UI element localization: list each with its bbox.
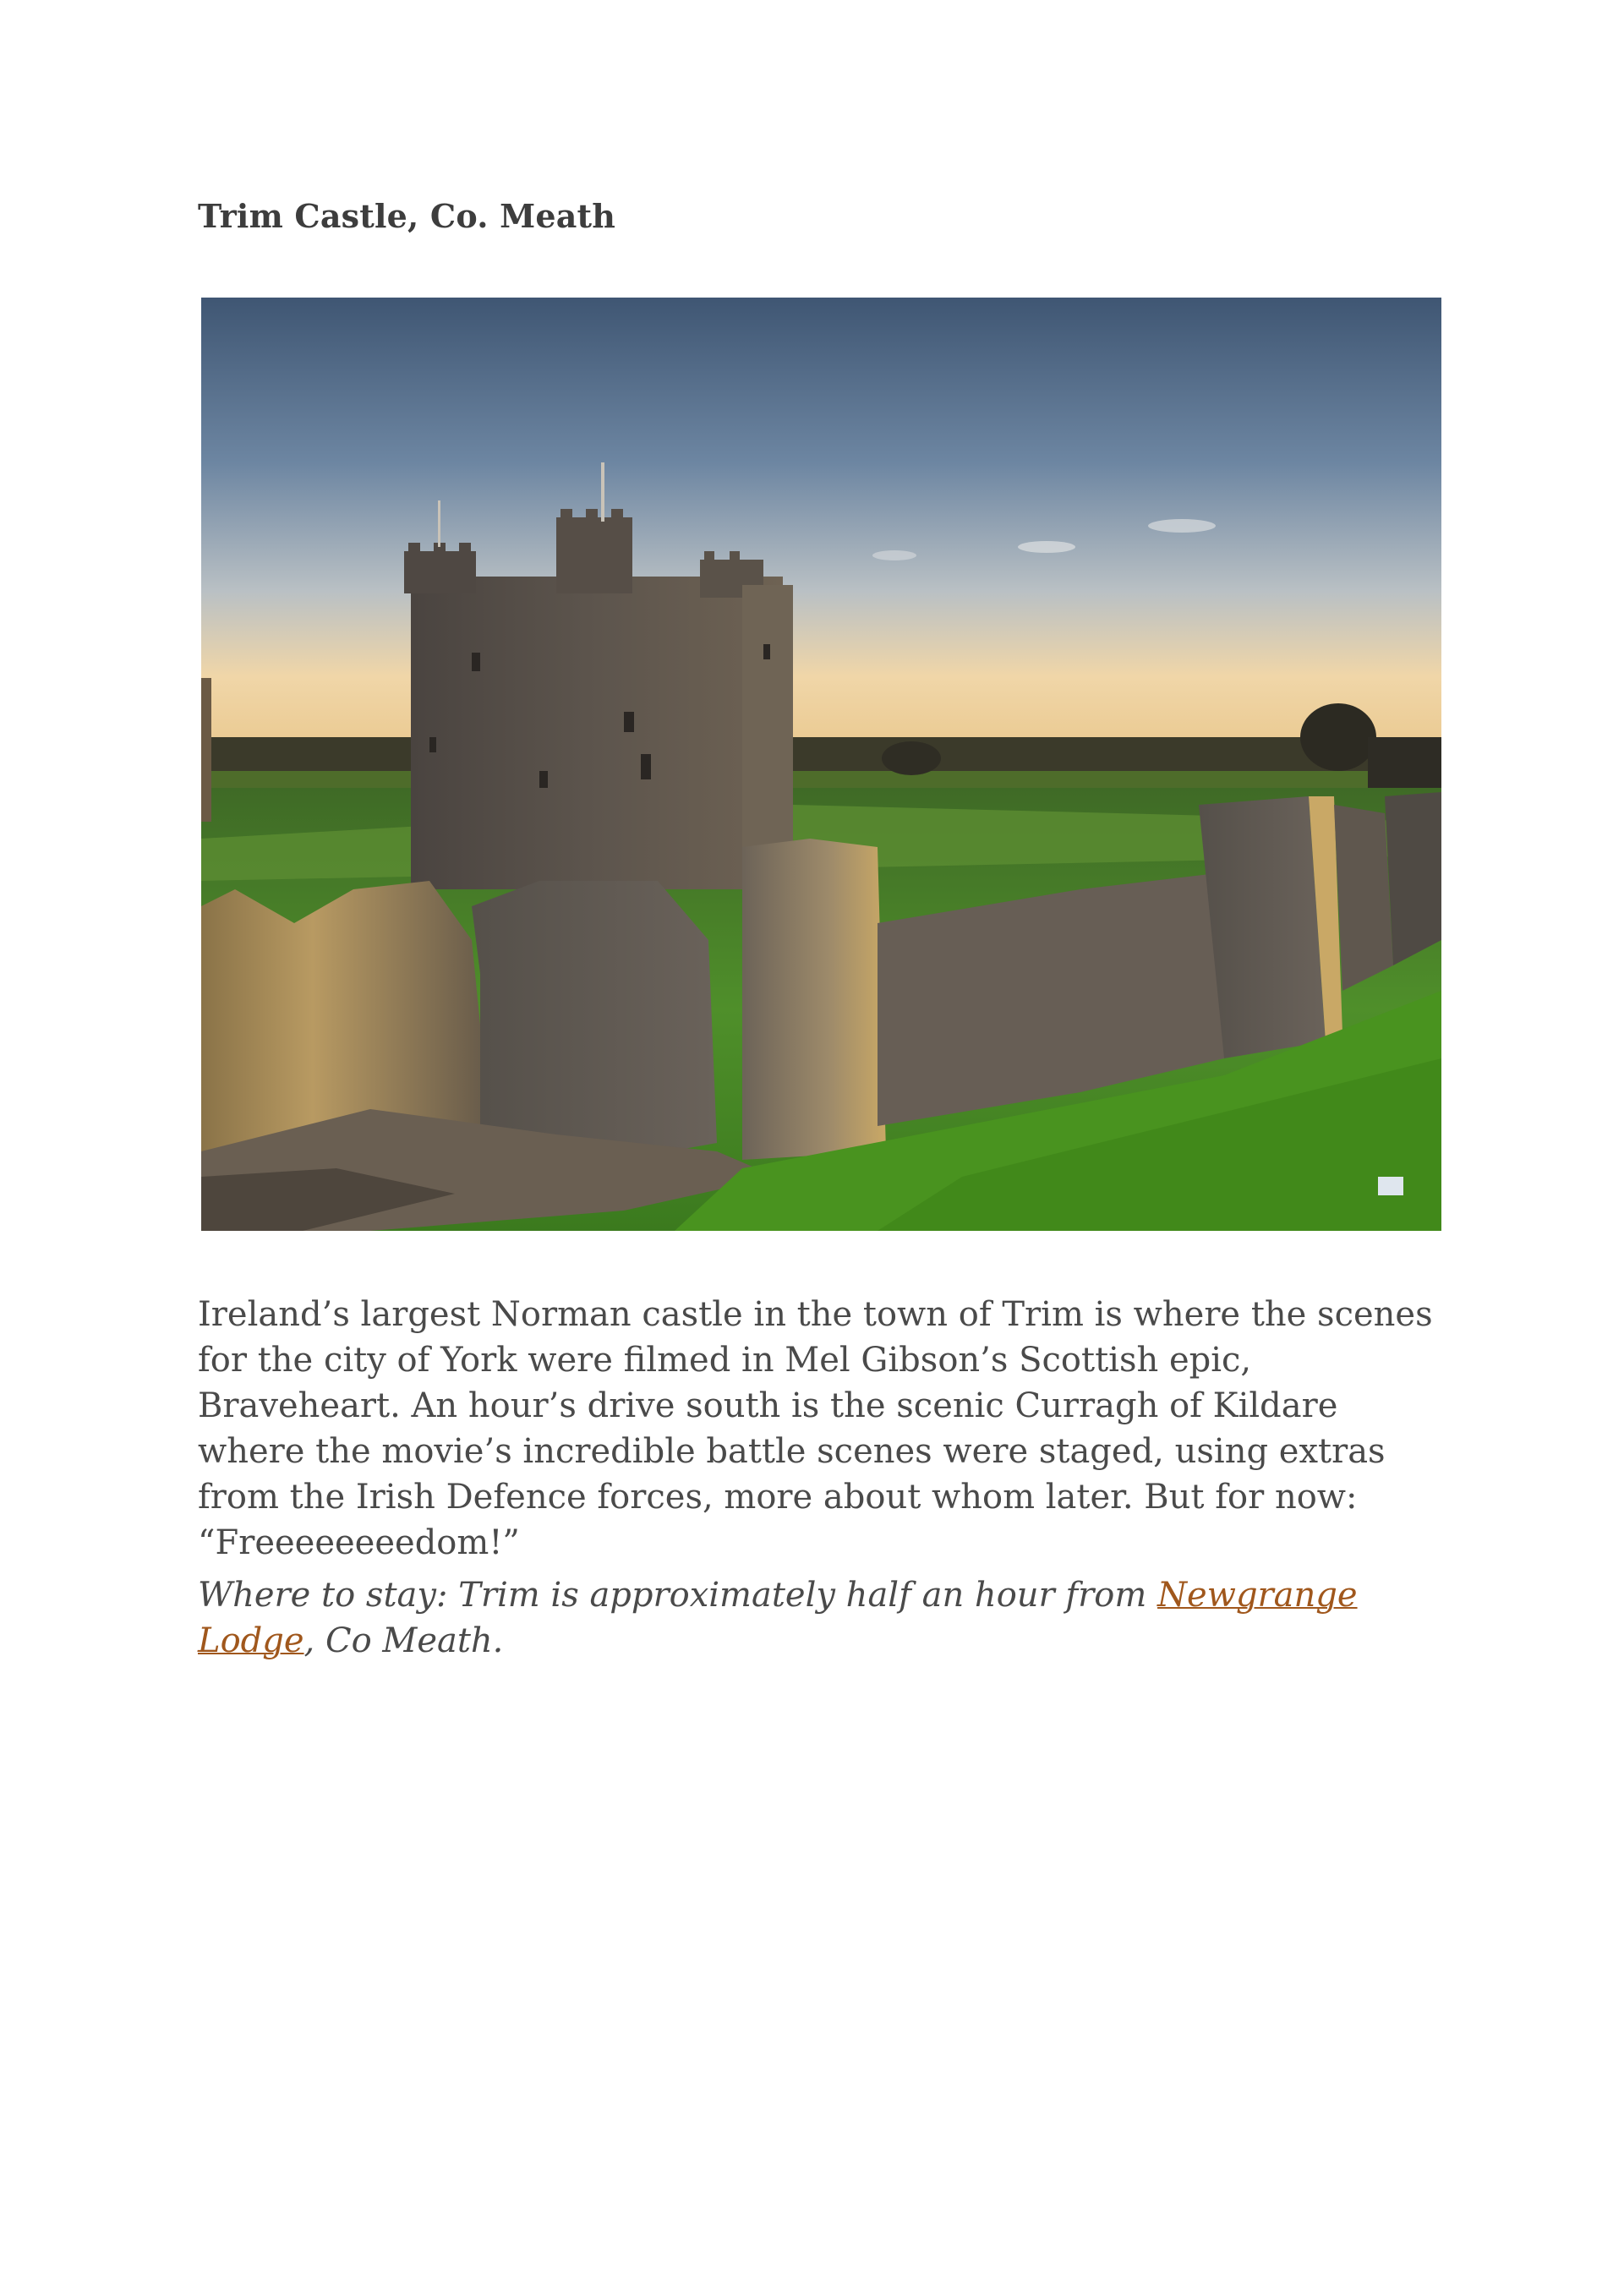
trim-castle-photo: [201, 298, 1441, 1231]
article-paragraph: Ireland’s largest Norman castle in the town of Trim is where the scenes for the city of York were filmed in Mel Gibson’s Scottish epic, Braveheart. An hour’s drive south is the scenic Curragh of Kildare where the movie’s incredible battle scenes were staged, using extras from the Irish Defence forces, more about whom later. But for now: “Freeeeeeeedom!”: [198, 1295, 1433, 1562]
where-to-stay: [198, 1572, 1449, 1664]
newgrange-lodge-link[interactable]: Newgrange Lodge: [198, 1576, 1358, 1660]
stay-tail: , Co Meath.: [303, 1621, 504, 1660]
castle-illustration: [201, 298, 1441, 1231]
article-heading: Trim Castle, Co. Meath: [198, 197, 616, 235]
stay-lead: Where to stay: Trim is approximately half an hour from: [198, 1576, 1158, 1615]
